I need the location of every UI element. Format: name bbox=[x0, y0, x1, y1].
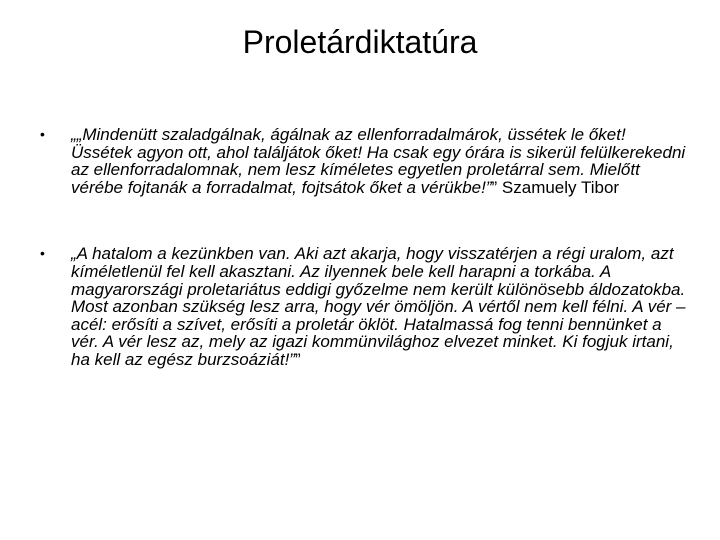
slide-title: Proletárdiktatúra bbox=[242, 24, 478, 60]
quote-author: ” Szamuely Tibor bbox=[491, 177, 620, 197]
quote-text: „A hatalom a kezünkben van. Aki azt akarja, hogy visszatérjen a régi uralom, azt kíméletlenül fel kell akasztani. Az ilyennek bele kell harapni a torkába. A magyarországi proletariátus eddigi győzelme nem került különösebb áldozatokba. Most azonban szükség lesz arra, hogy vér ömöljön. A vértől nem kell félni. A vér – acél: erősíti a szívet, erősíti a proletár öklöt. Hatalmassá fog tenni bennünket a vér. A vér lesz az, mely az igazi kommünvilághoz elvezet minket. Ki fogjuk irtani, ha kell az egész burzsoáziát!” bbox=[71, 244, 686, 369]
bullet-icon: • bbox=[40, 126, 45, 142]
quote-text: „„Mindenütt szaladgálnak, ágálnak az ellenforradalmárok, üssétek le őket! Üssétek agyon ott, ahol találjátok őket! Ha csak egy órára is sikerül felülkerekedni az ellenforradalomnak, nem lesz kíméletes egyetlen proletárral sem. Mielőtt vérébe fojtanák a forradalmat, fojtsátok őket a vérükbe!” bbox=[71, 125, 686, 197]
quote-bullet-item bbox=[40, 245, 690, 368]
quote-closing-mark: ” bbox=[294, 349, 301, 369]
quote-bullet-item bbox=[40, 126, 690, 196]
bullet-list bbox=[40, 126, 690, 369]
bullet-icon: • bbox=[40, 245, 45, 262]
